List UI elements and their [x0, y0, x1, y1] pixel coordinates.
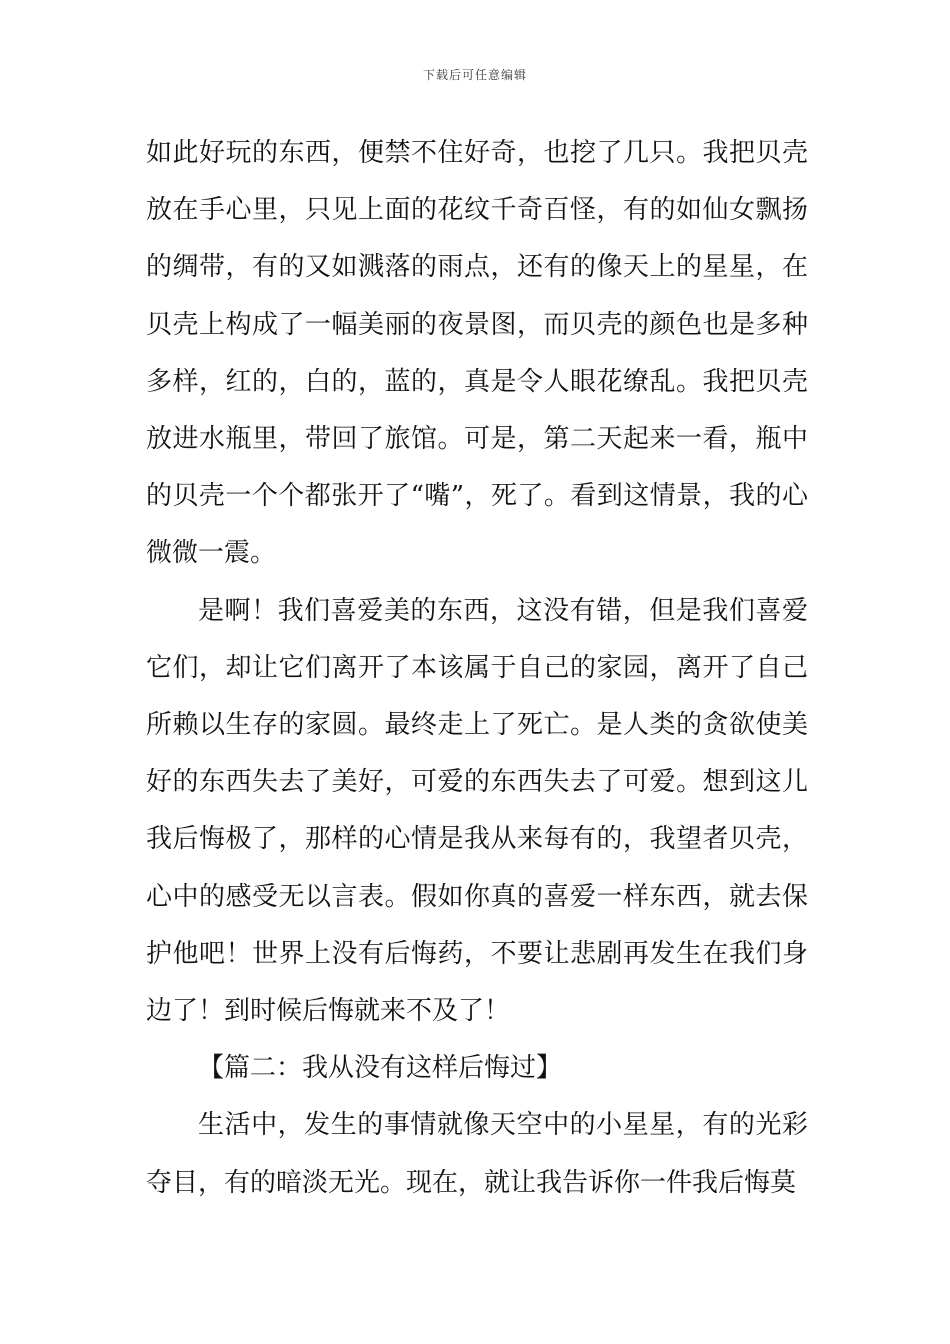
section-heading: 【篇二：我从没有这样后悔过】	[198, 1053, 563, 1084]
paragraph-2: 是啊！我们喜爱美的东西，这没有错，但是我们喜爱它们，却让它们离开了本该属于自己的家园，离开了自己所赖以生存的家圆。最终走上了死亡。是人类的贪欲使美好的东西失去了美好，可爱的东西失去了可爱。想到这儿我后悔极了，那样的心情是我从来每有的，我望者贝壳，心中的感受无以言表。假如你真的喜爱一样东西，就去保护他吧！世界上没有后悔药，不要让悲剧再发生在我们身边了！到时候后悔就来不及了！	[146, 595, 808, 1027]
document-body	[146, 125, 808, 1212]
paragraph-1: 如此好玩的东西，便禁不住好奇，也挖了几只。我把贝壳放在手心里，只见上面的花纹千奇百怪，有的如仙女飘扬的绸带，有的又如溅落的雨点，还有的像天上的星星，在贝壳上构成了一幅美丽的夜景图，而贝壳的颜色也是多种多样，红的，白的，蓝的，真是令人眼花缭乱。我把贝壳放进水瓶里，带回了旅馆。可是，第二天起来一看，瓶中的贝壳一个个都张开了“嘴”，死了。看到这情景，我的心微微一震。	[146, 138, 808, 569]
page-header: 下载后可任意编辑	[422, 68, 527, 82]
paragraph-3: 生活中，发生的事情就像天空中的小星星，有的光彩夺目，有的暗淡无光。现在，就让我告诉你一件我后悔莫	[146, 1110, 808, 1198]
